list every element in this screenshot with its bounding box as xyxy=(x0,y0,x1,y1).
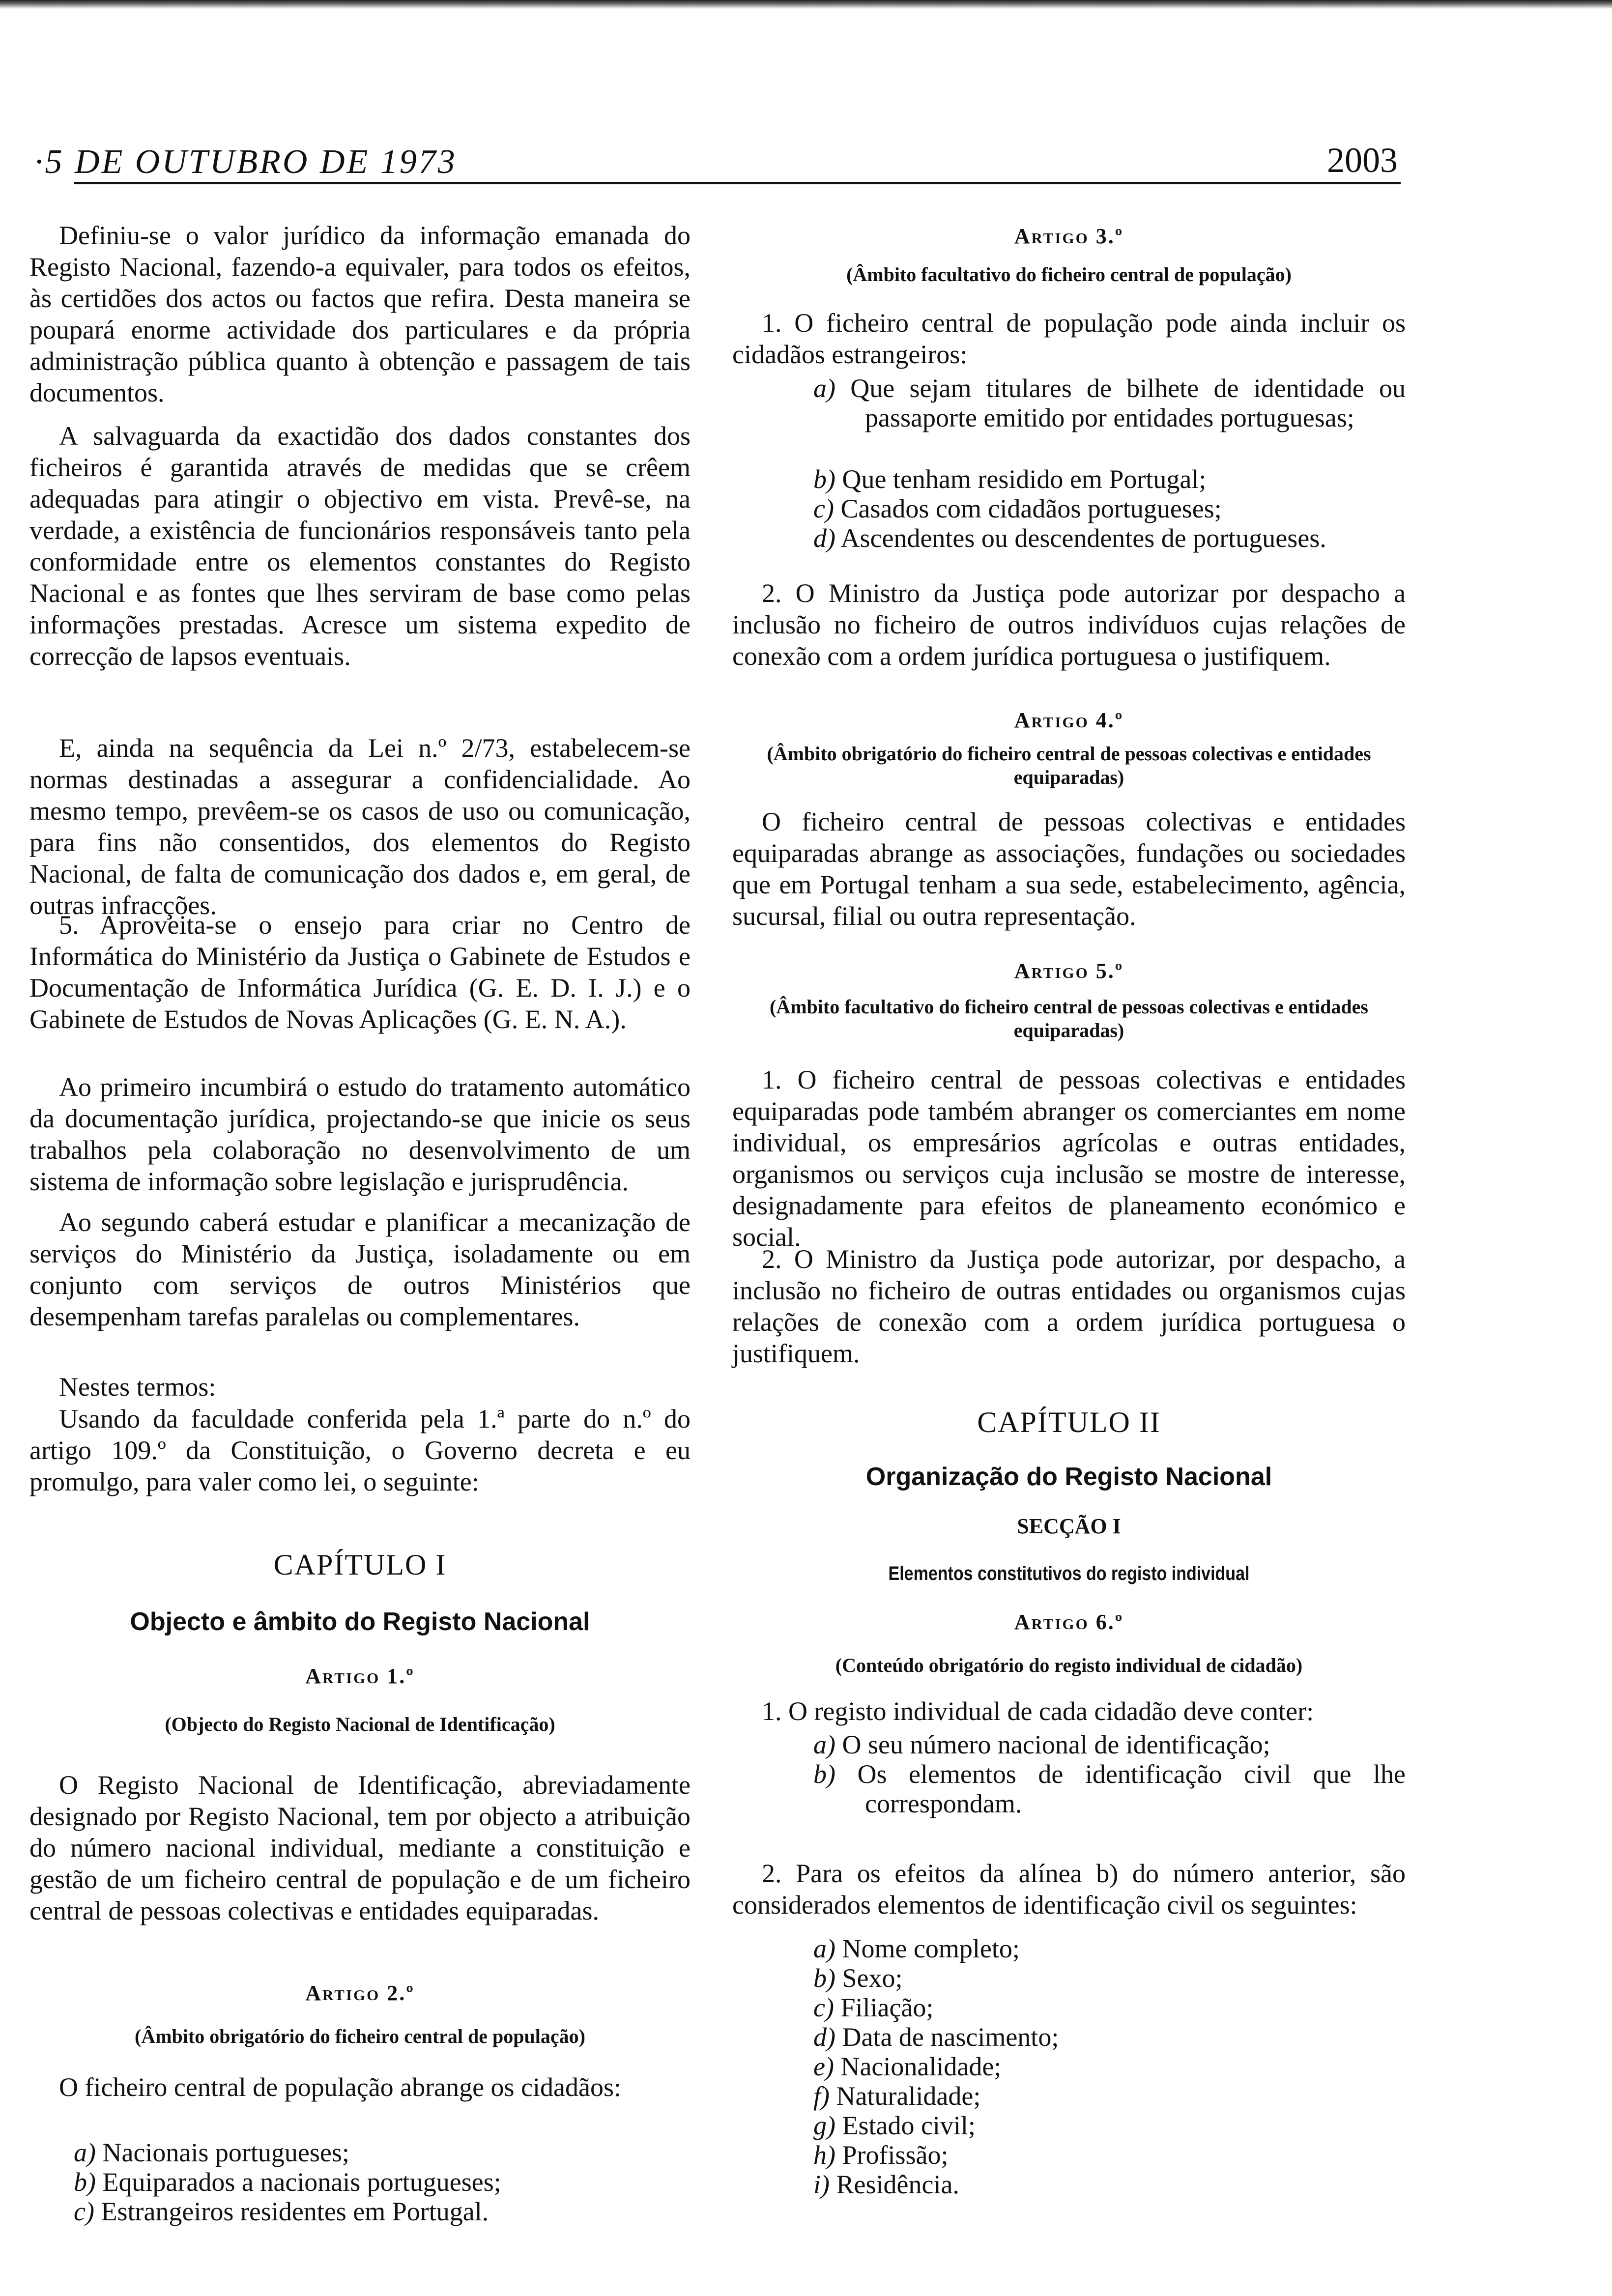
list-item-text: Nacionais portugueses; xyxy=(102,2138,349,2167)
list-marker: g) xyxy=(813,2111,835,2140)
list-item-text: Profissão; xyxy=(842,2140,949,2170)
list-item xyxy=(732,523,1406,553)
list-marker: c) xyxy=(74,2197,94,2226)
article-label: Artigo 5.º xyxy=(1014,959,1124,983)
list-marker: d) xyxy=(813,2022,835,2052)
list-marker: a) xyxy=(74,2138,96,2167)
paragraph: 1. O ficheiro central de pessoas colectivas e entidades equiparadas pode também abranger os comerciantes em nome individual, os empresários agrícolas e outras entidades, organismos ou serviços cuja inclusão se mostre de interesse, designadamente para efeitos de planeamento económico e social. xyxy=(732,1065,1406,1252)
article-heading xyxy=(29,1664,691,1689)
list-item-text: Nome completo; xyxy=(842,1934,1020,1963)
list-marker: b) xyxy=(74,2167,96,2197)
article-subtitle: (Âmbito obrigatório do ficheiro central de pessoas colectivas e entidades equiparadas) xyxy=(767,743,1371,788)
header-rule xyxy=(74,182,1401,184)
article-label: Artigo 2.º xyxy=(305,1981,415,2005)
list-item xyxy=(29,2197,691,2226)
list-item xyxy=(732,373,1406,432)
page-number: 2003 xyxy=(1327,141,1398,180)
paragraph: E, ainda na sequência da Lei n.º 2/73, estabelecem-se normas destinadas a assegurar a confidencialidade. Ao mesmo tempo, prevêem-se os casos de uso ou comunicação, para fins não consentidos, dos elementos do Registo Nacional, de falta de comunicação dos dados e, em geral, de outras infracções. xyxy=(29,733,691,920)
list-item xyxy=(732,1963,1406,1993)
paragraph: 2. Para os efeitos da alínea b) do número anterior, são considerados elementos de identificação civil os seguintes: xyxy=(732,1859,1406,1920)
list-item-text: Estrangeiros residentes em Portugal. xyxy=(101,2197,489,2226)
paragraph: Ao primeiro incumbirá o estudo do tratamento automático da documentação jurídica, projectando-se que inicie os seus trabalhos pela colaboração no desenvolvimento de um sistema de informação sobre legislação e jurisprudência. xyxy=(29,1072,691,1196)
paragraph: Definiu-se o valor jurídico da informação emanada do Registo Nacional, fazendo-a equivaler, para todos os efeitos, às certidões dos actos ou factos que refira. Desta maneira se poupará enorme actividade dos particulares e da própria administração pública quanto à obtenção e passagem de tais documentos. xyxy=(29,221,691,407)
list-item xyxy=(732,1759,1406,1818)
paragraph: O Registo Nacional de Identificação, abreviadamente designado por Registo Nacional, tem por objecto a atribuição do número nacional individual, mediante a constituição e gestão de um ficheiro central de população e de um ficheiro central de pessoas colectivas e entidades equiparadas. xyxy=(29,1770,691,1925)
chapter-title: Objecto e âmbito do Registo Nacional xyxy=(130,1607,590,1636)
list-marker: e) xyxy=(813,2052,834,2081)
article-subtitle: (Âmbito facultativo do ficheiro central de população) xyxy=(846,263,1292,286)
chapter-heading: CAPÍTULO I xyxy=(273,1549,447,1581)
list-item-text: Sexo; xyxy=(842,1963,903,1993)
list-item-text: O seu número nacional de identificação; xyxy=(842,1730,1270,1759)
chapter-heading: CAPÍTULO II xyxy=(977,1406,1161,1438)
paragraph: O ficheiro central de pessoas colectivas e entidades equiparadas abrange as associações, fundações ou sociedades que em Portugal tenham a sua sede, estabelecimento, agência, sucursal, filial ou outra representação. xyxy=(732,807,1406,931)
list-item-text: Nacionalidade; xyxy=(840,2052,1002,2081)
article-label: Artigo 4.º xyxy=(1014,708,1124,732)
paragraph: 1. O registo individual de cada cidadão deve conter: xyxy=(762,1696,1314,1726)
list-marker: h) xyxy=(813,2140,835,2170)
list-item-text: Residência. xyxy=(836,2170,959,2199)
paragraph: 1. O ficheiro central de população pode ainda incluir os cidadãos estrangeiros: xyxy=(732,308,1406,369)
article-heading xyxy=(29,1980,691,2006)
paragraph: 2. O Ministro da Justiça pode autorizar por despacho a inclusão no ficheiro de outros indivíduos cujas relações de conexão com a ordem jurídica portuguesa o justifiquem. xyxy=(732,578,1406,671)
list-marker: d) xyxy=(813,523,835,553)
list-item-text: Que sejam titulares de bilhete de identidade ou passaporte emitido por entidades portuguesas; xyxy=(850,373,1406,432)
header-date: ·5 DE OUTUBRO DE 1973 xyxy=(34,143,457,181)
article-heading xyxy=(732,224,1406,249)
paragraph: A salvaguarda da exactidão dos dados constantes dos ficheiros é garantida através de medidas que se crêem adequadas para atingir o objectivo em vista. Prevê-se, na verdade, a existência de funcionários responsáveis tanto pela conformidade entre os elementos constantes do Registo Nacional e as fontes que lhes serviram de base como pelas informações prestadas. Acresce um sistema expedito de correcção de lapsos eventuais. xyxy=(29,421,691,671)
paragraph: Ao segundo caberá estudar e planificar a mecanização de serviços do Ministério da Justiça, isoladamente ou em conjunto com serviços de outros Ministérios que desempenham tarefas paralelas ou complementares. xyxy=(29,1207,691,1331)
paragraph: 2. O Ministro da Justiça pode autorizar, por despacho, a inclusão no ficheiro de outras entidades ou organismos cujas relações de conexão com a ordem jurídica portuguesa o justifiquem. xyxy=(732,1244,1406,1368)
list-marker: f) xyxy=(813,2081,830,2111)
paragraph: 5. Aproveita-se o ensejo para criar no Centro de Informática do Ministério da Justiça o Gabinete de Estudos e Documentação de Informática Jurídica (G. E. D. I. J.) e o Gabinete de Estudos de Novas Aplicações (G. E. N. A.). xyxy=(29,910,691,1034)
list-item xyxy=(732,2081,1406,2111)
section-heading: SECÇÃO I xyxy=(1017,1514,1121,1538)
article-subtitle: (Objecto do Registo Nacional de Identificação) xyxy=(165,1713,555,1735)
list-item xyxy=(29,2138,691,2167)
article-heading xyxy=(732,958,1406,983)
list-item-text: Estado civil; xyxy=(842,2111,976,2140)
article-subtitle: (Âmbito facultativo do ficheiro central de pessoas colectivas e entidades equiparadas) xyxy=(770,996,1368,1041)
article-subtitle: (Âmbito obrigatório do ficheiro central de população) xyxy=(135,2025,585,2047)
list-item xyxy=(732,2170,1406,2199)
list-item xyxy=(29,2167,691,2197)
list-marker: b) xyxy=(813,1963,835,1993)
list-marker: a) xyxy=(813,1730,835,1759)
list-item xyxy=(732,494,1406,523)
list-marker: b) xyxy=(813,464,835,494)
article-heading xyxy=(732,708,1406,733)
list-item-text: Equiparados a nacionais portugueses; xyxy=(102,2167,501,2197)
list-item xyxy=(732,1730,1406,1759)
section-title: Elementos constitutivos do registo individual xyxy=(888,1563,1250,1584)
paragraph: Usando da faculdade conferida pela 1.ª parte do n.º do artigo 109.º da Constituição, o Governo decreta e eu promulgo, para valer como lei, o seguinte: xyxy=(29,1404,691,1496)
chapter-title: Organização do Registo Nacional xyxy=(865,1463,1272,1491)
list-item xyxy=(732,2052,1406,2081)
article-subtitle: (Conteúdo obrigatório do registo individual de cidadão) xyxy=(835,1654,1303,1676)
list-item xyxy=(732,2111,1406,2140)
list-marker: i) xyxy=(813,2170,830,2199)
list-item-text: Ascendentes ou descendentes de portugueses. xyxy=(840,523,1326,553)
list-item-text: Data de nascimento; xyxy=(842,2022,1059,2052)
list-marker: a) xyxy=(813,373,835,403)
article-label: Artigo 1.º xyxy=(305,1664,415,1688)
list-item xyxy=(732,464,1406,494)
paragraph: Nestes termos: xyxy=(59,1372,216,1402)
list-item-text: Que tenham residido em Portugal; xyxy=(842,464,1207,494)
scan-edge xyxy=(0,0,1612,9)
list-item-text: Filiação; xyxy=(840,1993,934,2022)
article-label: Artigo 3.º xyxy=(1014,224,1124,248)
list-marker: b) xyxy=(813,1759,835,1789)
list-marker: a) xyxy=(813,1934,835,1963)
article-label: Artigo 6.º xyxy=(1014,1610,1124,1634)
list-item-text: Casados com cidadãos portugueses; xyxy=(840,494,1222,523)
list-item xyxy=(732,2140,1406,2170)
list-item-text: Naturalidade; xyxy=(836,2081,981,2111)
list-marker: c) xyxy=(813,494,834,523)
list-item xyxy=(732,2022,1406,2052)
list-item xyxy=(732,1934,1406,1963)
list-item xyxy=(732,1993,1406,2022)
list-marker: c) xyxy=(813,1993,834,2022)
list-item-text: Os elementos de identificação civil que lhe correspondam. xyxy=(857,1759,1406,1818)
paragraph: O ficheiro central de população abrange os cidadãos: xyxy=(59,2072,621,2102)
article-heading xyxy=(732,1609,1406,1635)
